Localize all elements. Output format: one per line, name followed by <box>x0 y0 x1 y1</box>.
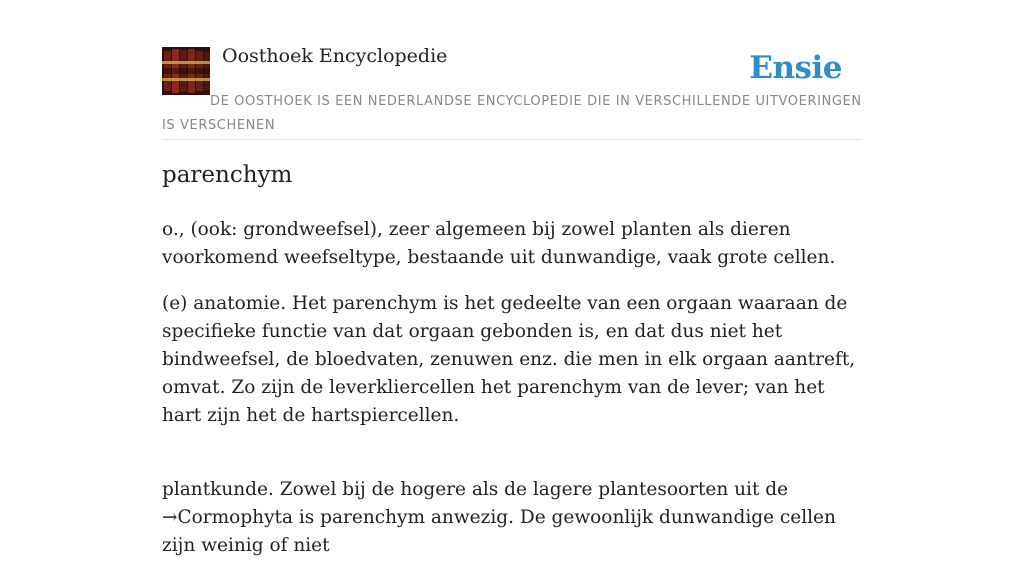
source-tagline: DE OOSTHOEK IS EEN NEDERLANDSE ENCYCLOPEDIE DIE IN VERSCHILLENDE UITVOERINGEN IS VERSCHENEN <box>162 94 862 133</box>
book-spines-avatar-icon <box>162 47 210 95</box>
brand-logo[interactable]: Ensie <box>749 50 842 86</box>
article-title: parenchym <box>162 162 293 188</box>
article-paragraph-plantkunde: plantkunde. Zowel bij de hogere als de lagere plantesoorten uit de →Cormophyta is parenchym anwezig. De gewoonlijk dunwandige cellen zijn weinig of niet <box>162 479 836 556</box>
source-name[interactable]: Oosthoek Encyclopedie <box>222 45 448 67</box>
source-avatar-icon[interactable] <box>162 47 210 95</box>
article-body <box>162 216 862 578</box>
article-paragraph-anatomie: (e) anatomie. Het parenchym is het gedeelte van een orgaan waaraan de specifieke functie van dat orgaan gebonden is, en dat dus niet het bindweefsel, de bloedvaten, zenuwen enz. die men in elk orgaan aantreft, omvat. Zo zijn de leverkliercellen het parenchym van de lever; van het hart zijn het de hartspiercellen. <box>162 293 856 426</box>
header-divider <box>162 139 862 140</box>
article-paragraph-definition: o., (ook: grondweefsel), zeer algemeen bij zowel planten als dieren voorkomend weefseltype, bestaande uit dunwandige, vaak grote cellen. <box>162 219 836 268</box>
